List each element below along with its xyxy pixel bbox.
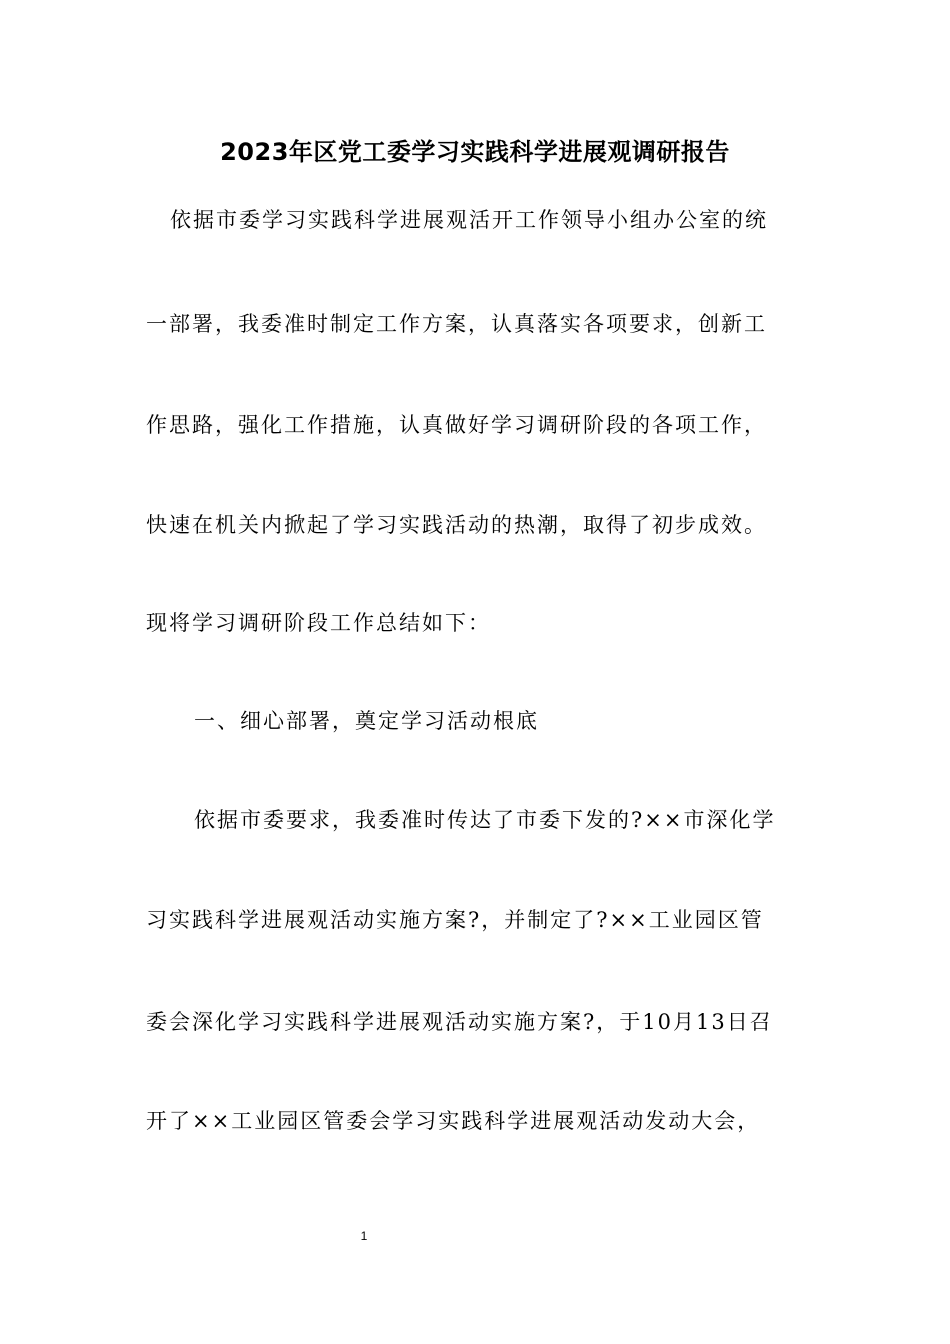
- paragraph-line: 作思路，强化工作措施，认真做好学习调研阶段的各项工作，: [146, 413, 767, 437]
- paragraph-line: 开了××工业园区管委会学习实践科学进展观活动发动大会，: [146, 1109, 761, 1133]
- section-heading: 一、细心部署，奠定学习活动根底: [194, 709, 539, 733]
- paragraph-line: 习实践科学进展观活动实施方案?，并制定了?××工业园区管: [146, 908, 764, 932]
- paragraph-line: 快速在机关内掀起了学习实践活动的热潮，取得了初步成效。: [146, 513, 767, 537]
- paragraph-line: 委会深化学习实践科学进展观活动实施方案?，于10月13日召: [146, 1010, 773, 1034]
- paragraph-line: 一部署，我委准时制定工作方案，认真落实各项要求，创新工: [146, 312, 767, 336]
- paragraph-line: 依据市委学习实践科学进展观活开工作领导小组办公室的统: [170, 208, 768, 232]
- paragraph-line: 依据市委要求，我委准时传达了市委下发的?××市深化学: [194, 808, 776, 832]
- document-title: 2023年区党工委学习实践科学进展观调研报告: [220, 138, 730, 166]
- paragraph-line: 现将学习调研阶段工作总结如下：: [146, 611, 491, 635]
- page-number: 1: [360, 1229, 368, 1243]
